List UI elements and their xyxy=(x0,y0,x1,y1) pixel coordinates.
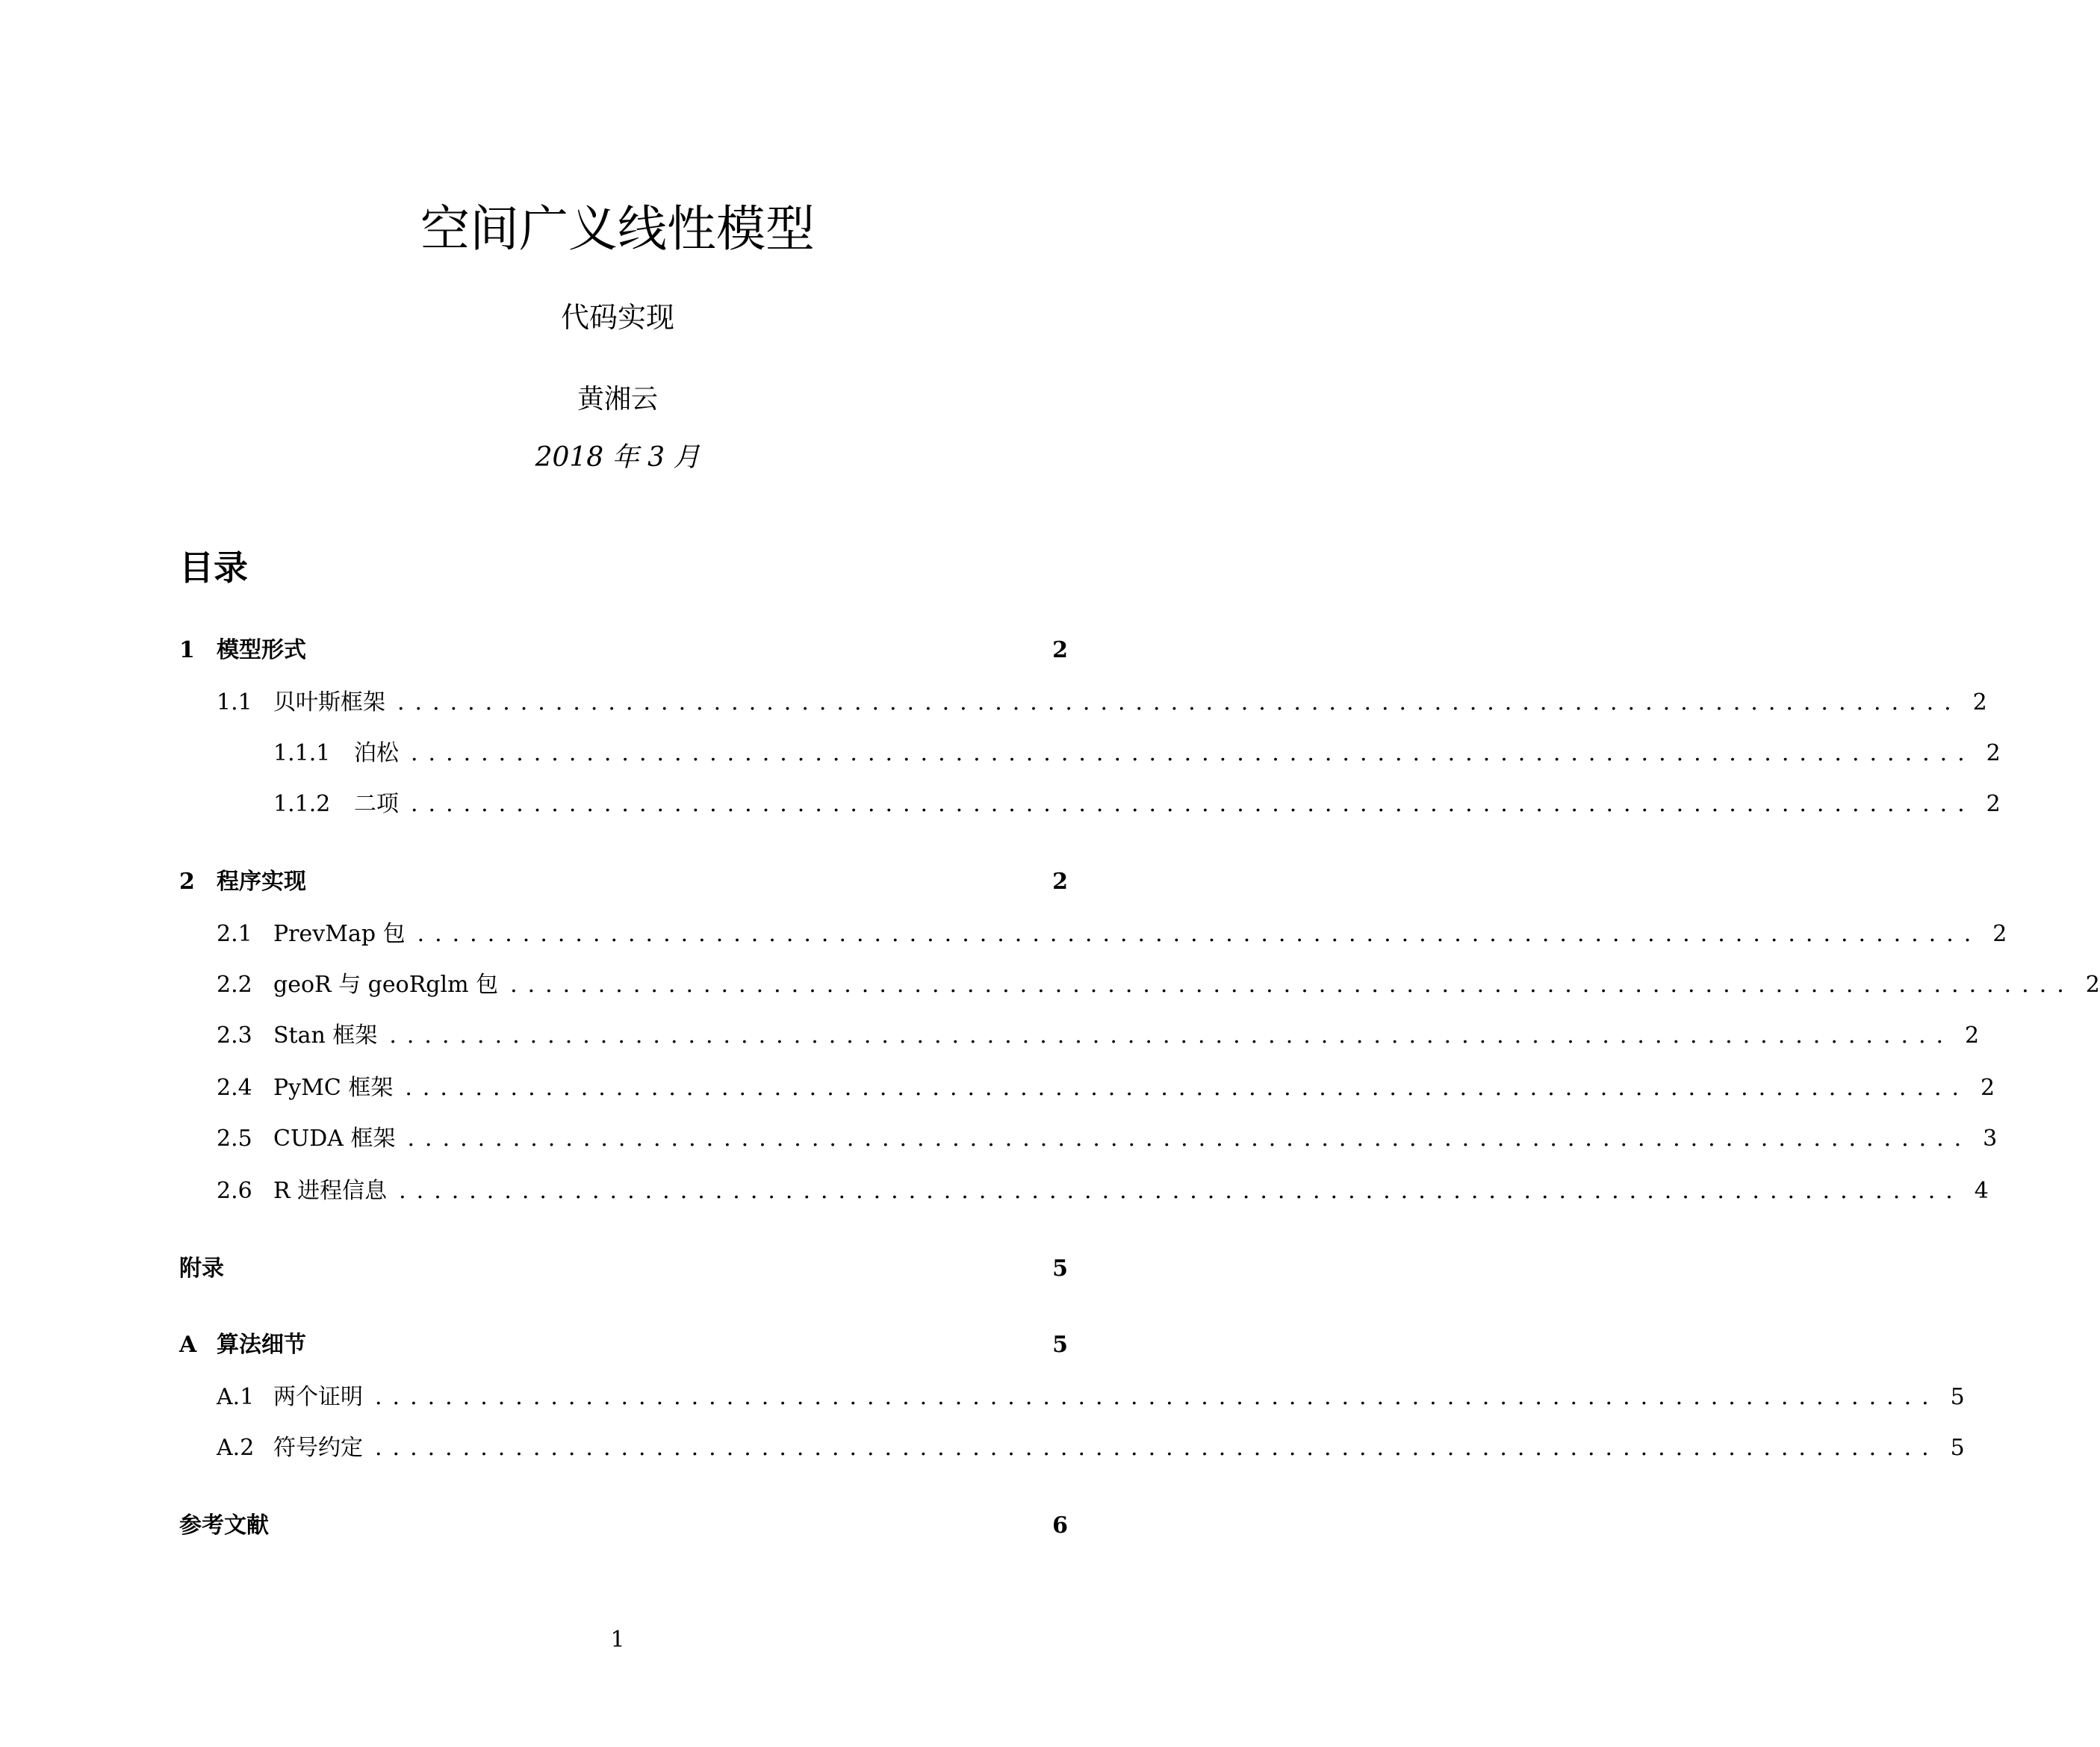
toc-leader-dots: ......................................................................................... xyxy=(389,1023,1954,1049)
toc-heading: 目录 xyxy=(179,547,248,588)
toc-entry-title: 参考文献 xyxy=(179,1512,269,1539)
toc-entry-page: 2 xyxy=(1052,637,1068,663)
toc-entry-page: 2 xyxy=(1986,791,2001,817)
toc-entry-number: 2 xyxy=(179,869,195,895)
toc-entry-page: 2 xyxy=(2085,972,2100,998)
toc-entry-title: 算法细节 xyxy=(217,1332,306,1358)
toc-entry-title: 泊松 xyxy=(354,740,399,766)
toc-entry-subsubsection[interactable] xyxy=(179,736,2001,771)
toc-entry-title: 二项 xyxy=(354,791,399,817)
toc-entry-subsection[interactable] xyxy=(179,917,2007,952)
toc-entry-title: 附录 xyxy=(179,1256,224,1282)
toc-entry-subsection[interactable] xyxy=(179,1071,1995,1105)
toc-entry-title: Stan 框架 xyxy=(273,1023,378,1049)
toc-leader-dots: ......................................................................................... xyxy=(399,1178,1963,1204)
toc-entry-page: 2 xyxy=(1980,1075,1995,1101)
toc-entry-references[interactable] xyxy=(179,1509,1068,1543)
toc-entry-page: 2 xyxy=(1964,1023,1980,1049)
page-number: 1 xyxy=(610,1627,625,1653)
toc-entry-page: 5 xyxy=(1950,1435,1965,1461)
toc-entry-title: 符号约定 xyxy=(273,1435,363,1461)
toc-entry-number: 2.1 xyxy=(217,921,252,947)
document-author: 黄湘云 xyxy=(577,384,658,415)
toc-entry-page: 5 xyxy=(1950,1384,1965,1410)
toc-entry-title: PyMC 框架 xyxy=(273,1075,394,1101)
toc-entry-title: 两个证明 xyxy=(273,1384,363,1410)
toc-entry-page: 6 xyxy=(1052,1512,1068,1539)
toc-entry-subsection[interactable] xyxy=(179,686,1987,720)
toc-entry-section[interactable] xyxy=(179,1328,1068,1362)
toc-entry-page: 2 xyxy=(1986,740,2001,766)
toc-entry-subsection[interactable] xyxy=(179,968,2100,1002)
toc-leader-dots: ......................................................................................... xyxy=(375,1435,1939,1461)
toc-leader-dots: ......................................................................................... xyxy=(405,1075,1970,1101)
document-title: 空间广义线性模型 xyxy=(420,200,815,258)
toc-entry-page: 4 xyxy=(1974,1178,1989,1204)
toc-entry-title: 程序实现 xyxy=(217,869,306,895)
toc-entry-subsection[interactable] xyxy=(179,1380,1965,1415)
toc-entry-title: 模型形式 xyxy=(217,637,306,663)
toc-leader-dots: ......................................................................................... xyxy=(411,740,1975,766)
toc-leader-dots: ......................................................................................... xyxy=(411,791,1975,817)
toc-leader-dots: ......................................................................................... xyxy=(407,1126,1972,1152)
toc-entry-title: 贝叶斯框架 xyxy=(273,689,385,716)
toc-entry-subsection[interactable] xyxy=(179,1122,1998,1156)
toc-entry-number: 2.5 xyxy=(217,1126,252,1152)
toc-entry-number: 2.6 xyxy=(217,1178,252,1204)
document-date: 2018 年 3 月 xyxy=(535,442,700,473)
toc-entry-subsection[interactable] xyxy=(179,1019,1980,1053)
toc-entry-subsubsection[interactable] xyxy=(179,787,2001,822)
toc-entry-page: 5 xyxy=(1052,1332,1068,1358)
toc-entry-number: 1.1.2 xyxy=(273,791,331,817)
toc-entry-number: A xyxy=(179,1332,197,1358)
toc-leader-dots: ......................................................................................... xyxy=(375,1384,1939,1410)
toc-entry-number: 1.1.1 xyxy=(273,740,331,766)
toc-entry-appendix[interactable] xyxy=(179,1252,1068,1286)
toc-entry-page: 2 xyxy=(1972,689,1987,716)
toc-entry-number: 2.2 xyxy=(217,972,252,998)
toc-entry-title: CUDA 框架 xyxy=(273,1126,396,1152)
toc-entry-page: 2 xyxy=(1052,869,1068,895)
toc-entry-section[interactable] xyxy=(179,633,1068,668)
toc-entry-section[interactable] xyxy=(179,865,1068,899)
toc-entry-page: 3 xyxy=(1983,1126,1998,1152)
toc-entry-title: R 进程信息 xyxy=(273,1178,388,1204)
toc-entry-subsection[interactable] xyxy=(179,1174,1989,1208)
toc-entry-title: PrevMap 包 xyxy=(273,921,406,947)
toc-entry-number: 2.4 xyxy=(217,1075,252,1101)
document-subtitle: 代码实现 xyxy=(560,301,674,334)
toc-leader-dots: ......................................................................................... xyxy=(397,689,1962,716)
toc-leader-dots: ......................................................................................... xyxy=(417,921,1982,947)
toc-entry-number: 1.1 xyxy=(217,689,252,716)
toc-entry-page: 2 xyxy=(1992,921,2007,947)
toc-entry-title: geoR 与 geoRglm 包 xyxy=(273,972,499,998)
toc-entry-number: A.1 xyxy=(217,1384,255,1410)
toc-entry-page: 5 xyxy=(1052,1256,1068,1282)
toc-entry-number: 1 xyxy=(179,637,195,663)
toc-entry-number: A.2 xyxy=(217,1435,255,1461)
toc-leader-dots: ......................................................................................... xyxy=(510,972,2075,998)
toc-entry-number: 2.3 xyxy=(217,1023,252,1049)
toc-entry-subsection[interactable] xyxy=(179,1431,1965,1465)
